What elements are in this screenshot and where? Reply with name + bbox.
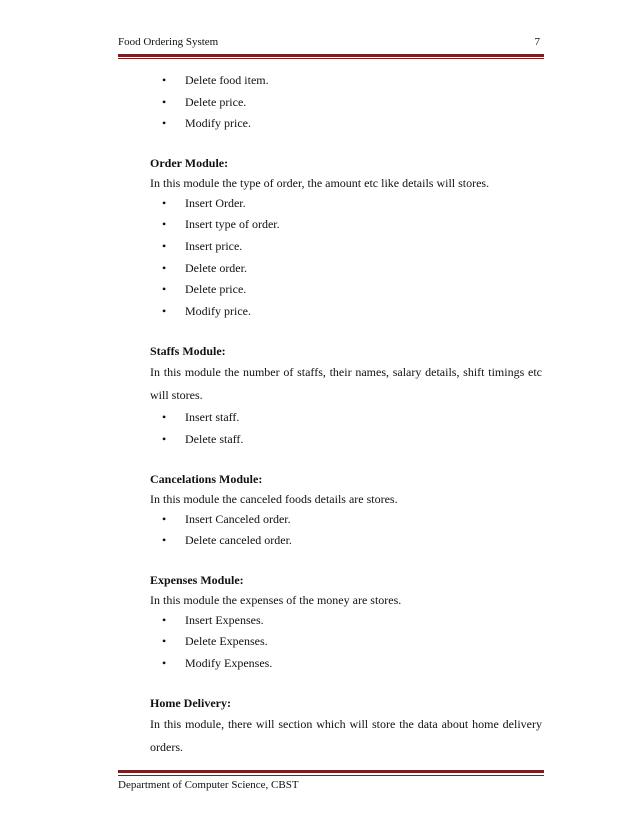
bullet-icon: •	[162, 260, 167, 275]
list-item-text: Delete order.	[185, 260, 247, 275]
bullet-icon: •	[162, 73, 167, 87]
section-bullet-list	[150, 193, 542, 323]
bullet-icon: •	[162, 612, 167, 627]
list-item-text: Modify price.	[185, 116, 251, 131]
page-content	[150, 70, 542, 759]
list-item	[150, 193, 542, 215]
section-heading: Order Module:	[150, 155, 229, 170]
list-item	[150, 653, 542, 675]
section-paragraph: In this module the canceled foods details are stores.	[150, 491, 398, 506]
section-expenses-module	[150, 570, 542, 675]
list-item	[150, 429, 542, 451]
section-heading: Staffs Module:	[150, 344, 226, 359]
bullet-icon: •	[162, 195, 167, 210]
list-item-text: Insert price.	[185, 238, 243, 253]
bullet-icon: •	[162, 431, 167, 446]
footer-rule-thin	[118, 775, 544, 776]
section-home-delivery	[150, 693, 542, 759]
section-staffs-module	[150, 341, 542, 450]
list-item	[150, 214, 542, 236]
list-item-text: Delete canceled order.	[185, 533, 292, 548]
section-heading: Expenses Module:	[150, 572, 244, 587]
section-heading: Home Delivery:	[150, 695, 231, 710]
list-item	[150, 301, 542, 323]
bullet-icon: •	[162, 655, 167, 670]
list-item	[150, 113, 542, 135]
bullet-icon: •	[162, 94, 167, 109]
list-item-text: Delete price.	[185, 94, 247, 109]
section-order-module	[150, 153, 542, 323]
section-bullet-list	[150, 509, 542, 552]
list-item	[150, 610, 542, 632]
list-item	[150, 279, 542, 301]
list-item	[150, 258, 542, 280]
bullet-icon: •	[162, 217, 167, 232]
bullet-icon: •	[162, 533, 167, 548]
page-header	[118, 36, 544, 56]
header-rule-thick	[118, 54, 544, 57]
list-item-text: Insert Canceled order.	[185, 511, 291, 526]
list-item-text: Insert staff.	[185, 410, 240, 425]
section-heading: Cancelations Module:	[150, 471, 263, 486]
list-item-text: Insert Expenses.	[185, 612, 264, 627]
page-footer: Department of Computer Science, CBST	[118, 779, 299, 791]
section-bullet-list	[150, 610, 542, 675]
bullet-icon: •	[162, 282, 167, 297]
list-item	[150, 236, 542, 258]
bullet-icon: •	[162, 511, 167, 526]
list-item	[150, 70, 542, 92]
section-paragraph: In this module the type of order, the amount etc like details will stores.	[150, 175, 490, 190]
intro-bullet-list	[150, 70, 542, 135]
footer-rule-thick	[118, 770, 544, 773]
list-item-text: Insert type of order.	[185, 217, 280, 232]
list-item	[150, 407, 542, 429]
list-item	[150, 530, 542, 552]
bullet-icon: •	[162, 634, 167, 649]
bullet-icon: •	[162, 238, 167, 253]
header-rule-thin	[118, 58, 544, 59]
header-title: Food Ordering System	[118, 36, 219, 48]
list-item-text: Modify Expenses.	[185, 655, 273, 670]
list-item-text: Delete price.	[185, 282, 247, 297]
list-item-text: Insert Order.	[185, 195, 246, 210]
list-item-text: Delete Expenses.	[185, 634, 268, 649]
list-item-text: Modify price.	[185, 303, 251, 318]
bullet-icon: •	[162, 303, 167, 318]
section-paragraph: In this module, there will section which will store the data about home delivery orders.	[150, 716, 542, 754]
bullet-icon: •	[162, 116, 167, 131]
list-item-text: Delete staff.	[185, 431, 244, 446]
section-bullet-list	[150, 407, 542, 450]
section-paragraph: In this module the expenses of the money are stores.	[150, 592, 402, 607]
list-item	[150, 631, 542, 653]
list-item	[150, 509, 542, 531]
section-cancelations-module	[150, 469, 542, 552]
bullet-icon: •	[162, 410, 167, 425]
list-item	[150, 92, 542, 114]
section-paragraph: In this module the number of staffs, their names, salary details, shift timings etc will stores.	[150, 365, 542, 403]
page-number: 7	[534, 36, 540, 48]
list-item-text: Delete food item.	[185, 73, 269, 87]
